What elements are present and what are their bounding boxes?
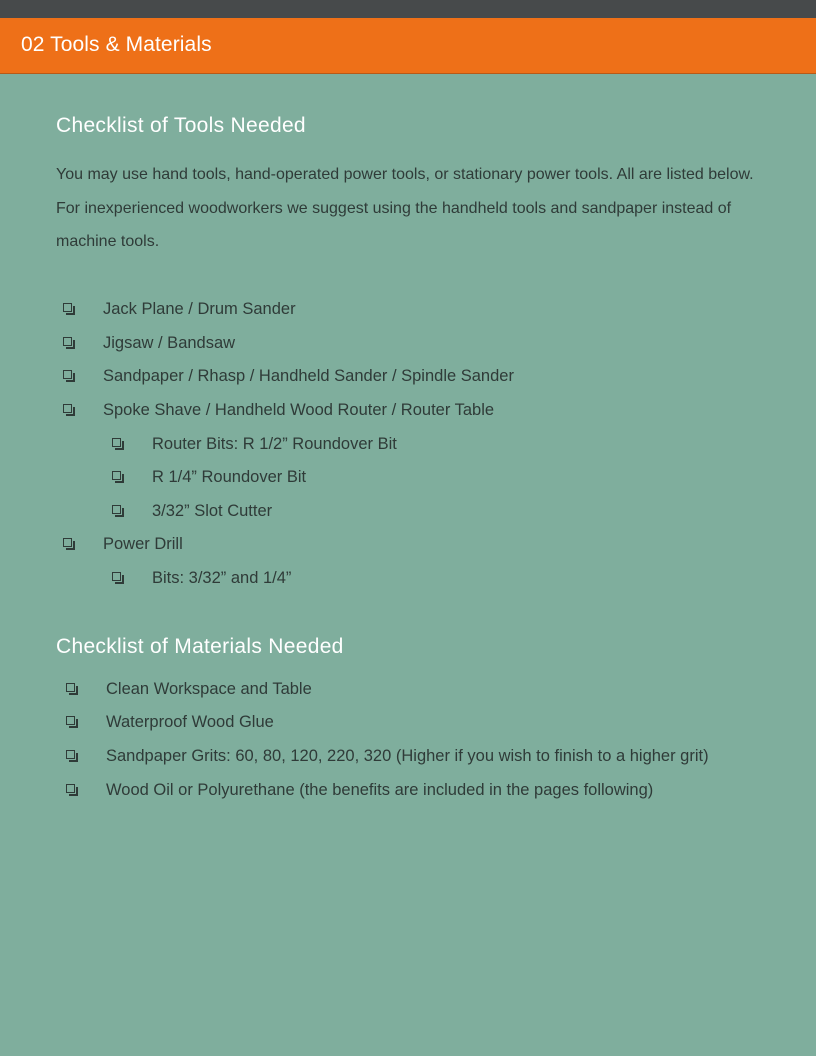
tool-item-label: R 1/4” Roundover Bit <box>152 468 307 486</box>
checkbox-icon[interactable] <box>63 404 72 413</box>
material-item-label: Waterproof Wood Glue <box>106 713 274 731</box>
material-item-label: Wood Oil or Polyurethane (the benefits are included in the pages following) <box>106 781 654 799</box>
checkbox-icon[interactable] <box>66 784 75 793</box>
tool-item-label: 3/32” Slot Cutter <box>152 502 273 520</box>
checkbox-icon[interactable] <box>112 505 121 514</box>
tool-item-label: Jigsaw / Bandsaw <box>103 334 236 352</box>
materials-section-title: Checklist of Materials Needed <box>56 635 344 658</box>
checkbox-icon[interactable] <box>63 370 72 379</box>
checkbox-icon[interactable] <box>63 337 72 346</box>
top-strip <box>0 0 816 18</box>
tool-item-label: Bits: 3/32” and 1/4” <box>152 569 292 587</box>
material-item-label: Sandpaper Grits: 60, 80, 120, 220, 320 (Higher if you wish to finish to a higher grit) <box>106 747 709 765</box>
checkbox-icon[interactable] <box>63 538 72 547</box>
checkbox-icon[interactable] <box>66 683 75 692</box>
checkbox-icon[interactable] <box>63 303 72 312</box>
header-bar <box>0 18 816 74</box>
tools-intro-paragraph: You may use hand tools, hand-operated power tools, or stationary power tools. All are listed below. For inexperienced woodworkers we suggest using the handheld tools and sandpaper instead of machine tools. <box>56 166 754 250</box>
tool-item-label: Spoke Shave / Handheld Wood Router / Router Table <box>103 401 495 419</box>
checkbox-icon[interactable] <box>112 572 121 581</box>
checkbox-icon[interactable] <box>66 716 75 725</box>
tools-section-title: Checklist of Tools Needed <box>56 114 306 137</box>
material-item-label: Clean Workspace and Table <box>106 680 312 698</box>
checkbox-icon[interactable] <box>112 438 121 447</box>
page-title: 02 Tools & Materials <box>21 33 212 56</box>
checkbox-icon[interactable] <box>66 750 75 759</box>
tool-item-label: Router Bits: R 1/2” Roundover Bit <box>152 435 397 453</box>
checkbox-icon[interactable] <box>112 471 121 480</box>
tool-item-label: Sandpaper / Rhasp / Handheld Sander / Spindle Sander <box>103 367 514 385</box>
tool-item-label: Power Drill <box>103 535 183 553</box>
tool-item-label: Jack Plane / Drum Sander <box>103 300 296 318</box>
